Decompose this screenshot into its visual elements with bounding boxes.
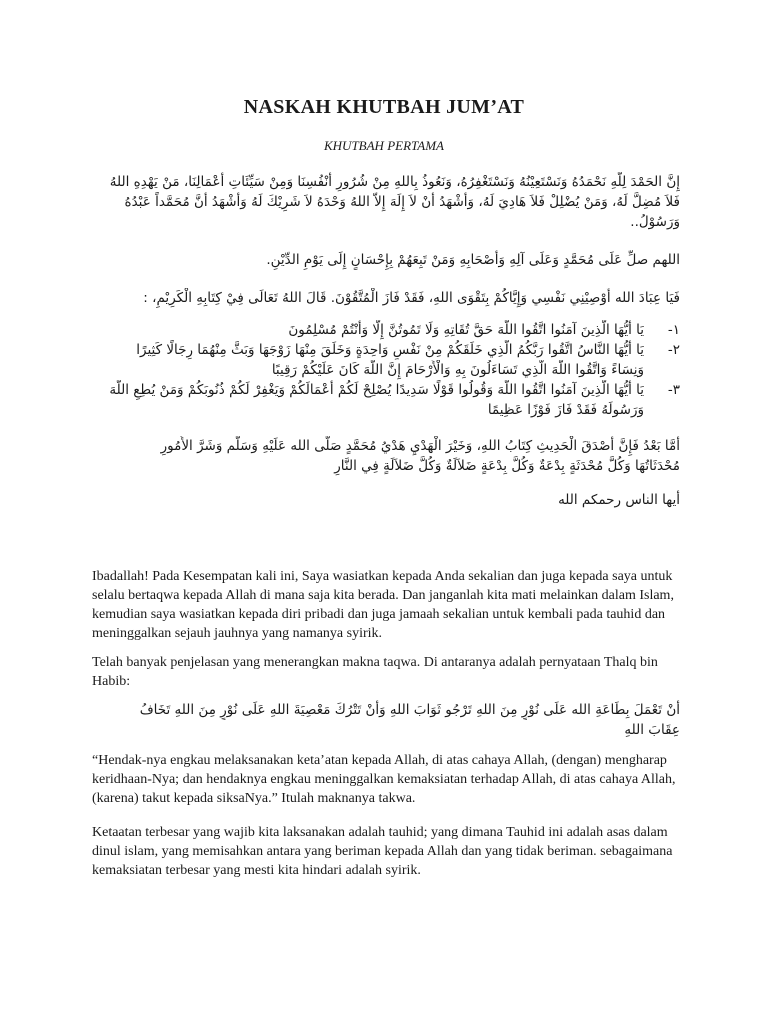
verse-line: وَنِسَاءً وَاتَّقُوا اللَّهَ الَّذِي تَسَاءَلُونَ بِهِ وَالْأَرْحَامَ إِنَّ اللَّهَ كَانَ عَلَيْكُمْ رَقِيبًا (271, 362, 644, 378)
verse-line: يَا أَيُّهَا النَّاسُ اتَّقُوا رَبَّكُمُ الَّذِي خَلَقَكُمْ مِنْ نَفْسٍ وَاحِدَةٍ وَخَلَقَ مِنْهَا زَوْجَهَا وَبَثَّ مِنْهُمَا رِجَالًا كَثِيرًا (136, 342, 644, 358)
ayyuhannas-arabic: أيها الناس رحمكم الله (558, 492, 680, 508)
paragraph-taqwa-intro: Telah banyak penjelasan yang menerangkan makna taqwa. Di antaranya adalah pernyataan Thalq bin Habib: (92, 655, 658, 689)
arabic-line: وَرَسُوْلُ.. (630, 214, 680, 230)
quran-verses (90, 320, 680, 420)
verse-line: يَا أَيُّهَا الَّذِينَ آمَنُوا اتَّقُوا اللَّهَ حَقَّ تُقَاتِهِ وَلَا تَمُوتُنَّ إِلَّا وَأَنْتُمْ مُسْلِمُونَ (288, 322, 644, 338)
verse-item (90, 340, 680, 380)
verse-item (90, 320, 680, 340)
section-subtitle: KHUTBAH PERTAMA (324, 138, 444, 153)
arabic-line: أَنْ تَعْمَلَ بِطَاعَةِ الله عَلَى نُوْرٍ مِنَ اللهِ تَرْجُو ثَوَابَ اللهِ وَأَنْ تَتْرُكَ مَعْصِيَةَ اللهِ عَلَى نُوْرٍ مِنَ اللهِ تَخَافُ (139, 702, 680, 718)
thalq-arabic (90, 700, 680, 740)
paragraph-translation: “Hendak-nya engkau melaksanakan keta’atan kepada Allah, di atas cahaya Allah, (dengan) mengharap keridhaan-Nya; dan hendaknya engkau meninggalkan kemaksiatan terhadap Allah, di atas cahaya Allah, (karena) takut kepada siksaNya.” Itulah maknanya takwa. (92, 753, 676, 806)
verse-number: ٣- (667, 382, 680, 398)
shalawat-arabic: اللهم صلِّ عَلَى مُحَمَّدٍ وَعَلَى آلِهِ وَأَصْحَابِهِ وَمَنْ تَبِعَهُمْ بِإِحْسَانٍ إِلَى يَوْمِ الدِّيْنِ. (266, 252, 680, 268)
verse-item (90, 380, 680, 420)
document-title: NASKAH KHUTBAH JUM’AT (243, 96, 525, 118)
verse-line: وَرَسُولَهُ فَقَدْ فَازَ فَوْزًا عَظِيمًا (487, 402, 644, 418)
arabic-line: أَمَّا بَعْدُ فَإِنَّ أَصْدَقَ الْحَدِيثِ كِتَابُ اللهِ، وَخَيْرَ الْهَدْيِ هَدْيُ مُحَمَّدٍ صَلَّى الله عَلَيْهِ وَسَلَّم وَشَرَّ الأُمُورِ (160, 438, 680, 454)
paragraph-tauhid: Ketaatan terbesar yang wajib kita laksanakan adalah tauhid; yang dimana Tauhid ini adalah asas dalam dinul islam, yang memisahkan antara yang beriman kepada Allah dan yang tidak beriman. sebagaimana kemaksiatan terbesar yang mesti kita hindari adalah syirik. (92, 825, 673, 878)
opening-arabic (90, 172, 680, 232)
arabic-line: عِقَابَ اللهِ (624, 722, 680, 738)
verse-number: ١- (667, 322, 680, 338)
arabic-line: فَلاَ مُضِلَّ لَهُ، وَمَنْ يُضْلِلْ فَلاَ هَادِيَ لَهُ، وَأَشْهَدُ أَنْ لاَ إِلَهَ إِلاَّ اللهُ وَحْدَهُ لاَ شَرِيْكَ لَهُ وَأَشْهَدُ أَنَّ مُحَمَّداً عَبْدُهُ (124, 194, 680, 210)
arabic-line: إِنَّ الحَمْدَ لِلَّهِ نَحْمَدُهُ وَنَسْتَعِيْنُهُ وَنَسْتَغْفِرُهُ، وَنَعُوذُ بِاللهِ مِنْ شُرُورِ أَنْفُسِنَا وَمِنْ سَيِّئَاتِ أَعْمَالِنَا، مَنْ يَهْدِهِ اللهُ (109, 174, 680, 190)
verse-number: ٢- (667, 342, 680, 358)
verse-line: يَا أَيُّهَا الَّذِينَ آمَنُوا اتَّقُوا اللَّهَ وَقُولُوا قَوْلًا سَدِيدًا يُصْلِحْ لَكُمْ أَعْمَالَكُمْ وَيَغْفِرْ لَكُمْ ذُنُوبَكُمْ وَمَنْ يُطِعِ اللَّهَ (109, 382, 644, 398)
arabic-line: مُحْدَثَاتُهَا وَكُلَّ مُحْدَثَةٍ بِدْعَةٌ وَكُلَّ بِدْعَةٍ ضَلاَلَةٌ وَكُلَّ ضَلاَلَةٍ فِي النَّارِ (334, 458, 680, 474)
paragraph-wasiat: Ibadallah! Pada Kesempatan kali ini, Saya wasiatkan kepada Anda sekalian dan juga kepada saya untuk selalu bertaqwa kepada Allah di mana saja kita berada. Dan janganlah kita mati melainkan dalam Islam, kemudian saya wasiatkan kepada diri pribadi dan juga jamaah sekalian untuk kembali pada tauhid dan meninggalkan sejauh jauhnya yang namanya syirik. (92, 569, 674, 641)
wasiat-arabic: فَيَا عِبَادَ الله أُوْصِيْنِي نَفْسِي وَإِيَّاكُمْ بِتَقْوَى اللهِ، فَقَدْ فَازَ الْمُتَّقُوْنَ. قَالَ اللهُ تَعَالَى فِيْ كِتَابِهِ الْكَرِيْمِ، : (143, 290, 680, 306)
amma-badu-arabic (90, 436, 680, 476)
